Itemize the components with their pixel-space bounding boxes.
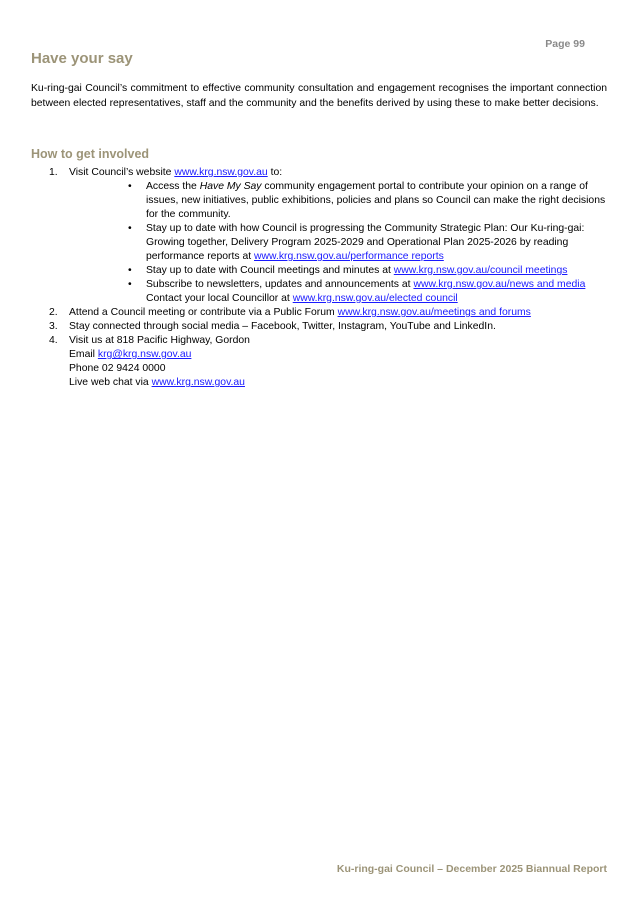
- text: Access the: [146, 181, 200, 192]
- web-chat-line: [69, 376, 607, 390]
- text: Stay up to date with Council meetings and minutes at: [146, 265, 394, 276]
- list-number: 3.: [49, 321, 58, 332]
- council-meetings-link[interactable]: www.krg.nsw.gov.au/council meetings: [393, 265, 568, 276]
- text: to:: [267, 167, 283, 178]
- list-item: [31, 166, 607, 306]
- website-link[interactable]: www.krg.nsw.gov.au: [174, 167, 268, 178]
- phone-text: Phone 02 9424 0000: [69, 363, 166, 374]
- text: Contact your local Councillor at: [146, 293, 293, 304]
- web-chat-link[interactable]: www.krg.nsw.gov.au: [151, 377, 245, 388]
- list-item: [31, 334, 607, 390]
- page-title: Have your say: [31, 50, 133, 67]
- list-item-body: Stay connected through social media – Facebook, Twitter, Instagram, YouTube and LinkedIn.: [69, 321, 496, 332]
- list-item-body: [69, 306, 607, 320]
- bullet-item: [69, 222, 607, 264]
- text: Email: [69, 349, 98, 360]
- intro-paragraph: Ku-ring-gai Council’s commitment to effective community consultation and engagement recognises the important connection between elected representatives, staff and the community and the benefits derived by using these to make better decisions.: [31, 83, 607, 109]
- address-text: Visit us at 818 Pacific Highway, Gordon: [69, 335, 250, 346]
- elected-council-link[interactable]: www.krg.nsw.gov.au/elected council: [292, 293, 458, 304]
- bullet-item: [69, 180, 607, 222]
- list-number: 2.: [49, 307, 58, 318]
- meetings-forums-link[interactable]: www.krg.nsw.gov.au/meetings and forums: [337, 307, 531, 318]
- list-item-body: [69, 334, 607, 390]
- email-link[interactable]: krg@krg.nsw.gov.au: [97, 349, 192, 360]
- bullet-item: [69, 264, 607, 278]
- page-footer: Ku-ring-gai Council – December 2025 Biannual Report: [336, 863, 607, 875]
- text: Live web chat via: [69, 377, 152, 388]
- performance-reports-link[interactable]: www.krg.nsw.gov.au/performance reports: [254, 251, 444, 262]
- text: Stay up to date with how Council is progressing the Community Strategic Plan: Our Ku-ring-gai: Growing together, Delivery Program 2025-2029 and Operational Plan 2025-2026 by reading performance reports at: [146, 223, 585, 262]
- list-item: [31, 306, 607, 320]
- email-line: [69, 348, 607, 362]
- involvement-list: [31, 166, 607, 390]
- text: community engagement portal to contribute your opinion on a range of issues, new initiatives, public exhibitions, policies and plans so Council can make the right decisions for the community.: [146, 181, 606, 220]
- text: Subscribe to newsletters, updates and announcements at: [146, 279, 414, 290]
- list-item-text: [69, 166, 607, 180]
- list-number: 1.: [49, 167, 58, 178]
- text: Attend a Council meeting or contribute via a Public Forum: [69, 307, 338, 318]
- bullet-item: [69, 278, 607, 306]
- list-item: [31, 320, 607, 334]
- section-heading: How to get involved: [31, 147, 150, 161]
- news-media-link[interactable]: www.krg.nsw.gov.au/news and media: [413, 279, 586, 290]
- bullet-list: [69, 180, 607, 306]
- list-item-body: [69, 166, 607, 306]
- text: Visit Council’s website: [69, 167, 175, 178]
- list-number: 4.: [49, 335, 58, 346]
- page-number: Page 99: [545, 38, 585, 50]
- italic-text: Have My Say: [199, 181, 262, 192]
